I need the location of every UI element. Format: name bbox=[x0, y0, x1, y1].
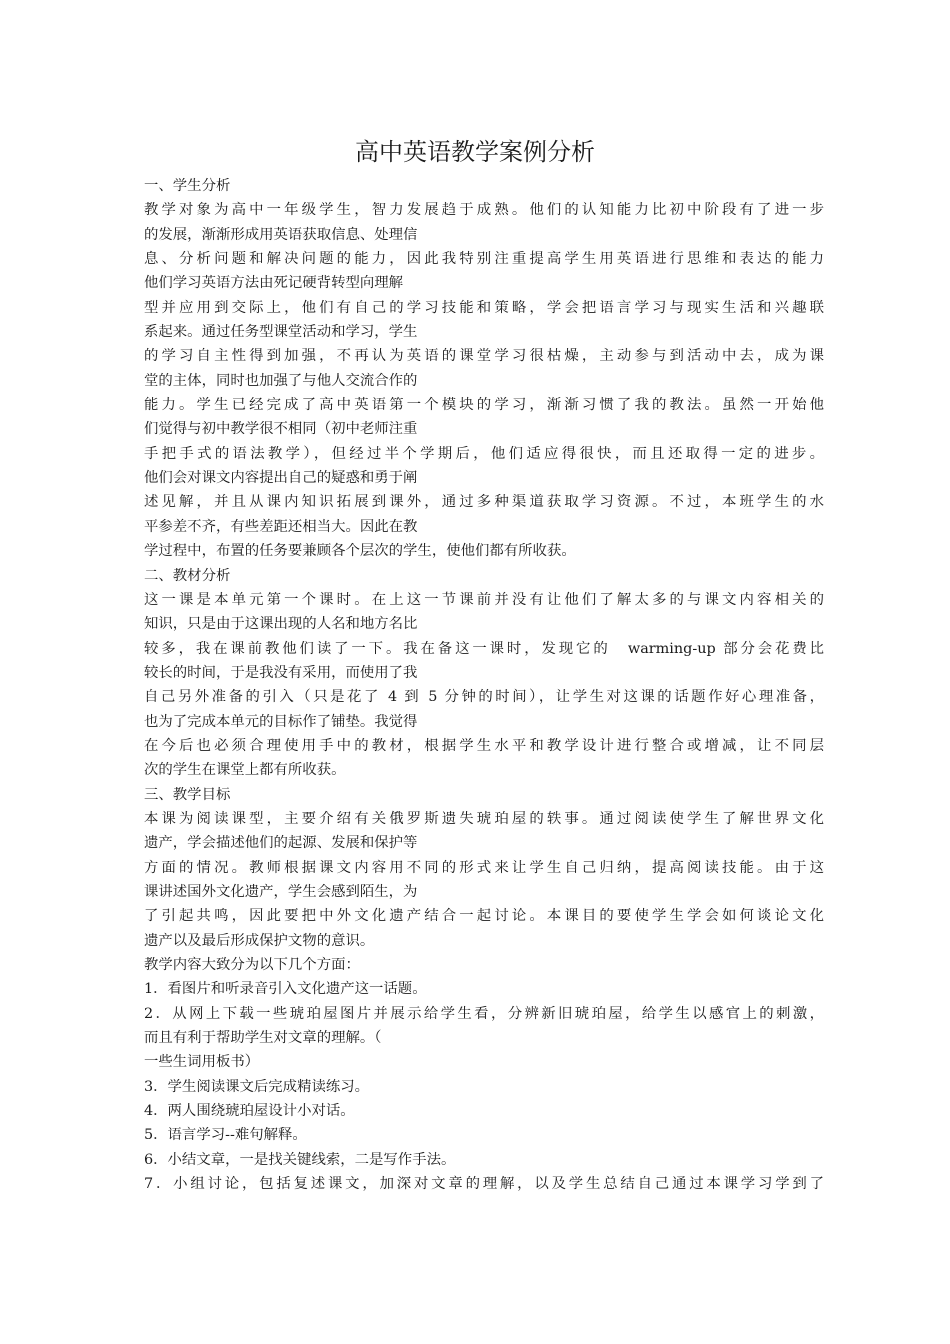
text-line: 的发展，渐渐形成用英语获取信息、处理信 bbox=[144, 226, 418, 243]
text-line: 这一课是本单元第一个课时。在上这一节课前并没有让他们了解太多的与课文内容相关的 bbox=[144, 591, 824, 608]
text-line: 知识，只是由于这课出现的人名和地方名比 bbox=[144, 616, 418, 633]
text-line: 系起来。通过任务型课堂活动和学习，学生 bbox=[144, 324, 418, 341]
text-line: 遗产，学会描述他们的起源、发展和保护等 bbox=[144, 835, 418, 852]
text-line: 而且有利于帮助学生对文章的理解。（ bbox=[144, 1030, 382, 1047]
text-line: 较多，我在课前教他们读了一下。我在备这一课时，发现它的 warming-up 部分会花费比 bbox=[144, 640, 824, 657]
document-title: 高中英语教学案例分析 bbox=[355, 138, 595, 166]
text-line: 他们学习英语方法由死记硬背转型向理解 bbox=[144, 275, 404, 292]
text-line: 本课为阅读课型，主要介绍有关俄罗斯遗失琥珀屋的轶事。通过阅读使学生了解世界文化 bbox=[144, 810, 824, 827]
text-line: 的学习自主性得到加强，不再认为英语的课堂学习很枯燥，主动参与到活动中去，成为课 bbox=[144, 348, 824, 365]
text-line: 较长的时间，于是我没有采用，而使用了我 bbox=[144, 664, 418, 681]
text-line: 6．小结文章，一是找关键线索，二是写作手法。 bbox=[144, 1151, 456, 1168]
text-line: 遗产以及最后形成保护文物的意识。 bbox=[144, 932, 375, 949]
document-body bbox=[144, 174, 824, 1196]
text-line: 一些生词用板书） bbox=[144, 1054, 260, 1071]
text-line: 息、分析问题和解决问题的能力，因此我特别注重提高学生用英语进行思维和表达的能力 bbox=[144, 251, 824, 268]
text-line: 在今后也必须合理使用手中的教材，根据学生水平和教学设计进行整合或增减，让不同层 bbox=[144, 737, 824, 754]
text-line: 他们会对课文内容提出自己的疑惑和勇于阐 bbox=[144, 470, 418, 487]
text-line: 课讲述国外文化遗产，学生会感到陌生，为 bbox=[144, 883, 418, 900]
text-line: 教学内容大致分为以下几个方面： bbox=[144, 957, 360, 973]
text-line: 3．学生阅读课文后完成精读练习。 bbox=[144, 1078, 370, 1095]
text-line: 教学对象为高中一年级学生，智力发展趋于成熟。他们的认知能力比初中阶段有了进一步 bbox=[144, 202, 824, 219]
text-line: 手把手式的语法教学），但经过半个学期后，他们适应得很快，而且还取得一定的进步。 bbox=[144, 445, 824, 462]
text-line: 方面的情况。教师根据课文内容用不同的形式来让学生自己归纳，提高阅读技能。由于这 bbox=[144, 859, 824, 876]
text-line: 述见解，并且从课内知识拓展到课外，通过多种渠道获取学习资源。不过，本班学生的水 bbox=[144, 494, 824, 511]
text-line: 学过程中，布置的任务要兼顾各个层次的学生，使他们都有所收获。 bbox=[144, 543, 576, 560]
text-line: 4．两人围绕琥珀屋设计小对话。 bbox=[144, 1103, 355, 1120]
text-line: 2．从网上下载一些琥珀屋图片并展示给学生看，分辨新旧琥珀屋，给学生以感官上的刺激， bbox=[144, 1005, 824, 1022]
text-line: 平参差不齐，有些差距还相当大。因此在教 bbox=[144, 518, 418, 535]
text-line: 1．看图片和听录音引入文化遗产这一话题。 bbox=[144, 981, 427, 998]
text-line: 二、教材分析 bbox=[144, 567, 231, 584]
text-line: 7．小组讨论，包括复述课文，加深对文章的理解，以及学生总结自己通过本课学习学到了 bbox=[144, 1176, 824, 1193]
text-line: 型并应用到交际上，他们有自己的学习技能和策略，学会把语言学习与现实生活和兴趣联 bbox=[144, 299, 824, 316]
text-line: 也为了完成本单元的目标作了铺垫。我觉得 bbox=[144, 713, 418, 730]
text-line: 们觉得与初中教学很不相同（初中老师注重 bbox=[144, 421, 418, 438]
text-line: 三、教学目标 bbox=[144, 786, 231, 803]
text-line: 一、学生分析 bbox=[144, 178, 231, 194]
text-line: 自己另外准备的引入（只是花了 4 到 5 分钟的时间），让学生对这课的话题作好心理准备， bbox=[144, 689, 824, 706]
text-line: 堂的主体，同时也加强了与他人交流合作的 bbox=[144, 372, 418, 389]
text-line: 了引起共鸣，因此要把中外文化遗产结合一起讨论。本课目的要使学生学会如何谈论文化 bbox=[144, 908, 824, 925]
text-line: 次的学生在课堂上都有所收获。 bbox=[144, 762, 346, 779]
text-line: 能力。学生已经完成了高中英语第一个模块的学习，渐渐习惯了我的教法。虽然一开始他 bbox=[144, 397, 824, 414]
text-line: 5．语言学习--难句解释。 bbox=[144, 1127, 307, 1144]
